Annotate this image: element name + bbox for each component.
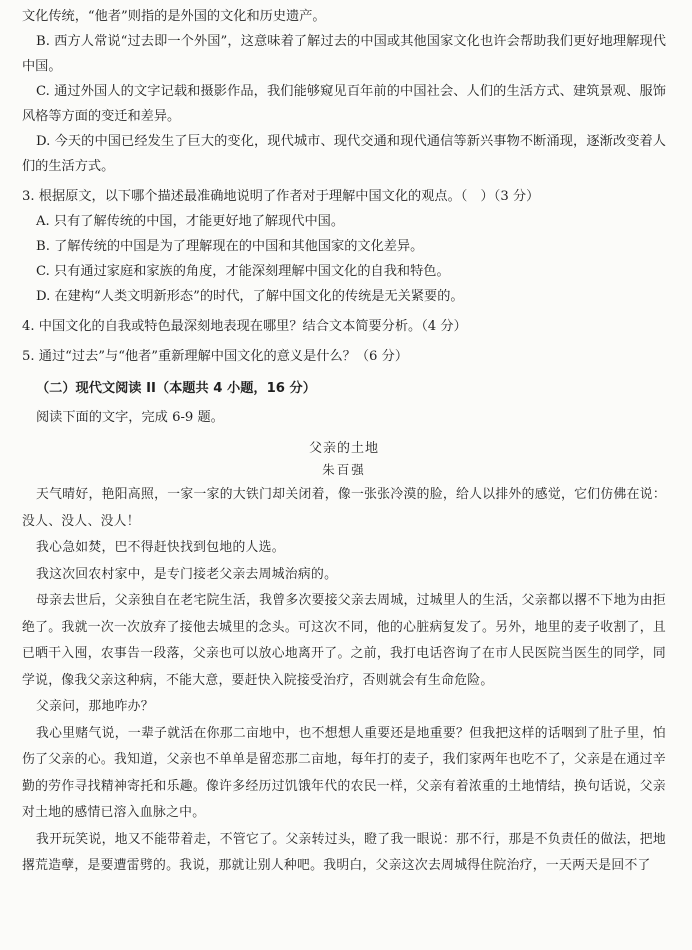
q2-option-d: D. 今天的中国已经发生了巨大的变化，现代城市、现代交通和现代通信等新兴事物不断涌现，逐渐改变着人们的生活方式。 — [22, 134, 666, 174]
story-author: 朱百强 — [322, 462, 366, 477]
story-paragraph: 我开玩笑说，地又不能带着走，不管它了。父亲转过头，瞪了我一眼说：那不行，那是不负责任的做法，把地撂荒造孽，是要遭雷劈的。我说，那就让别人种吧。我明白，父亲这次去周城得住院治疗，一天两天是回不了 — [22, 831, 666, 873]
story-paragraph: 天气晴好，艳阳高照，一家一家的大铁门却关闭着，像一张张冷漠的脸，给人以排外的感觉，它们仿佛在说：没人、没人、没人！ — [22, 487, 666, 529]
story-paragraph: 我这次回农村家中，是专门接老父亲去周城治病的。 — [36, 566, 338, 582]
q3-option-d: D. 在建构“人类文明新形态”的时代，了解中国文化的传统是无关紧要的。 — [36, 289, 464, 304]
section-2-instruction: 阅读下面的文字，完成 6-9 题。 — [36, 410, 224, 425]
story-title: 父亲的土地 — [308, 441, 379, 456]
question-4: 4. 中国文化的自我或特色最深刻地表现在哪里？结合文本简要分析。（4 分） — [22, 319, 467, 334]
section-2-heading: （二）现代文阅读 II（本题共 4 小题，16 分） — [36, 381, 316, 396]
question-3-stem: 3. 根据原文，以下哪个描述最准确地说明了作者对于理解中国文化的观点。（ ）（3 分） — [22, 189, 540, 204]
q3-option-b: B. 了解传统的中国是为了理解现在的中国和其他国家的文化差异。 — [36, 239, 424, 254]
story-paragraph: 我心里赌气说，一辈子就活在你那二亩地中，也不想想人重要还是地重要？但我把这样的话咽到了肚子里，怕伤了父亲的心。我知道，父亲也不单单是留恋那二亩地，每年打的麦子，我们家两年也吃不了，父亲是在通过辛勤的劳作寻找精神寄托和乐趣。像许多经历过饥饿年代的农民一样，父亲有着浓重的土地情结，换句话说，父亲对土地的感情已溶入血脉之中。 — [22, 725, 666, 820]
story-paragraph: 我心急如焚，巴不得赶快找到包地的人选。 — [36, 540, 285, 555]
q2-option-c: C. 通过外国人的文字记载和摄影作品，我们能够窥见百年前的中国社会、人们的生活方式、建筑景观、服饰风格等方面的变迁和差异。 — [22, 84, 666, 124]
q2-option-b: B. 西方人常说“过去即一个外国”，这意味着了解过去的中国或其他国家文化也许会帮助我们更好地理解现代中国。 — [22, 34, 666, 74]
story-paragraph: 母亲去世后，父亲独自在老宅院生活，我曾多次要接父亲去周城，过城里人的生活，父亲都以撂不下地为由拒绝了。我就一次一次放弃了接他去城里的念头。可这次不同，他的心脏病复发了。另外，地里的麦子收割了，且已晒干入囤，农事告一段落，父亲也可以放心地离开了。之前，我打电话咨询了在市人民医院当医生的同学，同学说，像我父亲这种病，不能大意，要赶快入院接受治疗，否则就会有生命危险。 — [22, 593, 666, 688]
q3-option-a: A. 只有了解传统的中国，才能更好地了解现代中国。 — [36, 214, 345, 229]
story-paragraph: 父亲问，那地咋办？ — [36, 699, 154, 714]
passage-end-text: 文化传统，“他者”则指的是外国的文化和历史遗产。 — [22, 9, 326, 24]
q3-option-c: C. 只有通过家庭和家族的角度，才能深刻理解中国文化的自我和特色。 — [36, 264, 450, 279]
question-5: 5. 通过“过去”与“他者”重新理解中国文化的意义是什么？（6 分） — [22, 349, 409, 364]
